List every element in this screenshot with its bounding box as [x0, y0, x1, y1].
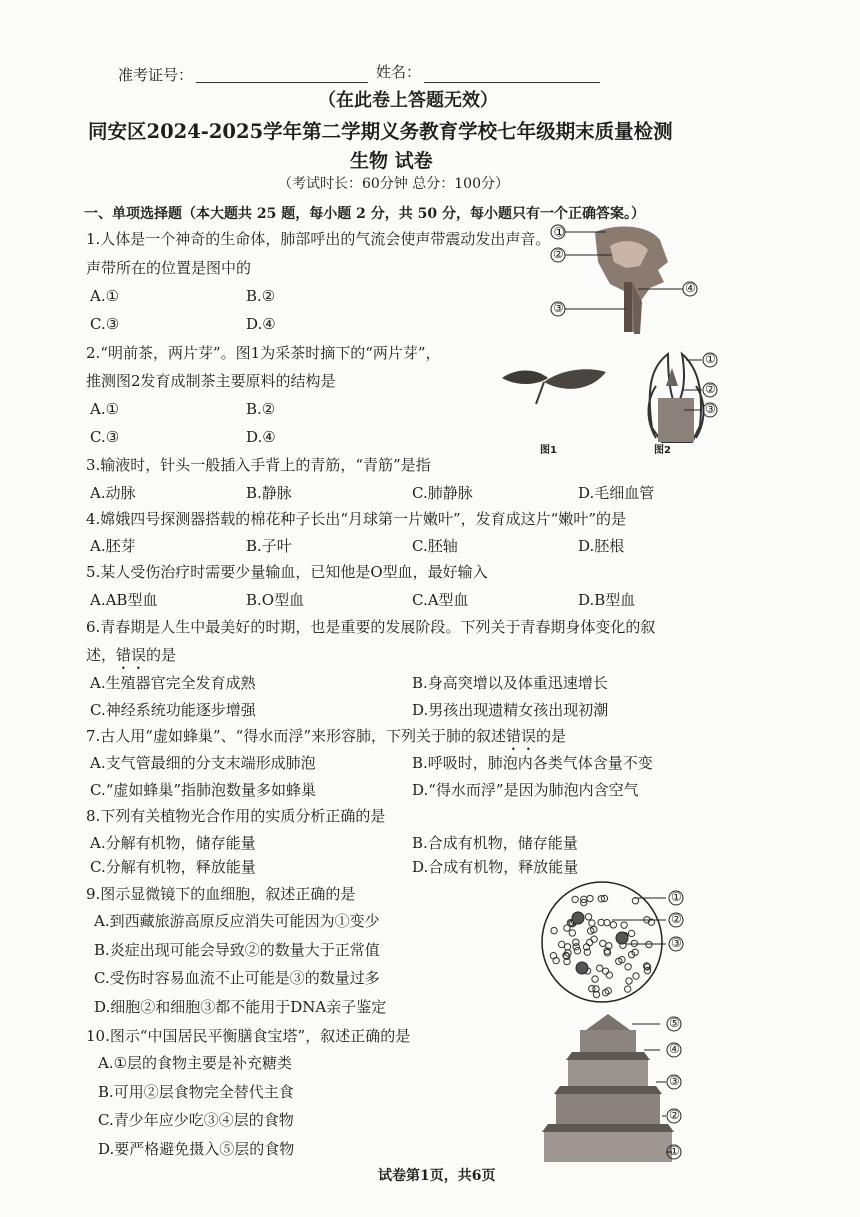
red-blood-cell	[644, 967, 650, 973]
q6-option-b[interactable]: B.身高突增以及体重迅速增长	[412, 674, 608, 692]
q9-option-c[interactable]: C.受伤时容易血流不止可能是③的数量过多	[94, 969, 380, 987]
white-blood-cell	[576, 962, 588, 974]
q2-option-d[interactable]: D.④	[246, 428, 276, 446]
q6-option-d[interactable]: D.男孩出现遗精女孩出现初潮	[412, 701, 609, 719]
q1-label-2: ②	[553, 247, 564, 261]
q2-option-c[interactable]: C.③	[90, 428, 120, 446]
q8-stem: 8.下列有关植物光合作用的实质分析正确的是	[86, 807, 386, 825]
q5-option-b[interactable]: B.O型血	[246, 591, 305, 609]
q7-stem: 7.古人用“虚如蜂巢”、“得水而浮”来形容肺，下列关于肺的叙述错误的是	[86, 727, 567, 745]
red-blood-cell	[591, 936, 597, 942]
red-blood-cell	[569, 930, 575, 936]
q2-stem-2: 推测图2发育成制茶主要原料的结构是	[86, 372, 336, 390]
q10-label-3: ③	[669, 1074, 680, 1088]
q1-stem-2: 声带所在的位置是图中的	[86, 259, 252, 277]
red-blood-cell	[631, 940, 637, 946]
red-blood-cell	[573, 944, 579, 950]
q5-option-d[interactable]: D.B型血	[578, 591, 636, 609]
red-blood-cell	[625, 964, 631, 970]
q10-label-2: ②	[669, 1108, 680, 1122]
q2-caption-1: 图1	[540, 445, 557, 456]
q10-option-c[interactable]: C.青少年应少吃③④层的食物	[98, 1111, 294, 1129]
red-blood-cell	[606, 972, 612, 978]
q2-label-2: ②	[705, 382, 716, 396]
red-blood-cell	[564, 944, 570, 950]
q4-option-a[interactable]: A.胚芽	[90, 537, 136, 555]
q9-option-d[interactable]: D.细胞②和细胞③都不能用于DNA亲子鉴定	[94, 998, 387, 1016]
q8-option-a[interactable]: A.分解有机物，储存能量	[90, 834, 256, 852]
q2-label-3: ③	[705, 402, 716, 416]
q1-option-b[interactable]: B.②	[246, 287, 276, 305]
exam-meta: （考试时长：60分钟 总分：100分）	[278, 176, 509, 192]
q8-option-d[interactable]: D.合成有机物，释放能量	[412, 858, 579, 876]
exam-id-label: 准考证号：	[118, 66, 194, 84]
q4-option-c[interactable]: C.胚轴	[412, 537, 458, 555]
q2-caption-2: 图2	[654, 445, 671, 456]
q10-option-a[interactable]: A.①层的食物主要是补充糖类	[98, 1054, 293, 1072]
q10-option-b[interactable]: B.可用②层食物完全替代主食	[98, 1083, 294, 1101]
q6-option-a[interactable]: A.生殖器官完全发育成熟	[90, 674, 256, 692]
q8-option-c[interactable]: C.分解有机物，释放能量	[90, 858, 256, 876]
q6-stem-2: 述，错误的是	[86, 646, 177, 664]
q5-option-a[interactable]: A.AB型血	[90, 591, 158, 609]
q1-option-c[interactable]: C.③	[90, 315, 120, 333]
q4-stem: 4.嫦娥四号探测器搭载的棉花种子长出“月球第一片嫩叶”，发育成这片“嫩叶”的是	[86, 510, 626, 528]
red-blood-cell	[600, 940, 606, 946]
q7-option-d[interactable]: D.“得水而浮”是因为肺泡内含空气	[412, 781, 639, 799]
q6-option-c[interactable]: C.神经系统功能逐步增强	[90, 701, 256, 719]
q10-label-1: ①	[669, 1144, 680, 1158]
q2-option-b[interactable]: B.②	[246, 400, 276, 418]
red-blood-cell	[621, 922, 627, 928]
q4-option-d[interactable]: D.胚根	[578, 537, 625, 555]
q9-label-3: ③	[671, 936, 682, 950]
red-blood-cell	[585, 914, 591, 920]
red-blood-cell	[596, 965, 602, 971]
q2-stem: 2.“明前茶，两片芽”。图1为采茶时摘下的“两片芽”，	[86, 344, 441, 362]
red-blood-cell	[602, 968, 608, 974]
red-blood-cell	[628, 930, 634, 936]
q2-option-a[interactable]: A.①	[90, 400, 120, 418]
q9-option-a[interactable]: A.到西藏旅游高原反应消失可能因为①变少	[94, 912, 380, 930]
q5-stem: 5.某人受伤治疗时需要少量输血，已知他是O型血，最好输入	[86, 563, 488, 581]
q7-option-c[interactable]: C.“虚如蜂巢”指肺泡数量多如蜂巢	[90, 781, 317, 799]
q1-stem: 1.人体是一个神奇的生命体，肺部呼出的气流会使声带震动发出声音。	[86, 230, 551, 248]
q7-option-b[interactable]: B.呼吸时，肺泡内各类气体含量不变	[412, 754, 653, 772]
white-blood-cell	[616, 932, 628, 944]
name-blank[interactable]	[424, 82, 600, 83]
page-title: 同安区2024-2025学年第二学期义务教育学校七年级期末质量检测	[88, 120, 673, 143]
red-blood-cell	[550, 952, 556, 958]
subject-title: 生物 试卷	[350, 150, 433, 172]
q3-option-b[interactable]: B.静脉	[246, 484, 292, 502]
q3-option-d[interactable]: D.毛细血管	[578, 484, 655, 502]
red-blood-cell	[551, 927, 557, 933]
red-blood-cell	[625, 986, 631, 992]
red-blood-cell	[587, 895, 593, 901]
q7-emphasis: 错误	[506, 727, 537, 745]
q1-label-3: ③	[553, 301, 564, 315]
red-blood-cell	[586, 939, 592, 945]
red-blood-cell	[572, 896, 578, 902]
q8-option-b[interactable]: B.合成有机物，储存能量	[412, 834, 578, 852]
q10-label-5: ⑤	[669, 1016, 680, 1030]
q5-option-c[interactable]: C.A型血	[412, 591, 469, 609]
q3-stem: 3.输液时，针头一般插入手背上的青筋，“青筋”是指	[86, 456, 431, 474]
q6-emphasis: 错误	[116, 646, 147, 664]
red-blood-cell	[633, 973, 639, 979]
q1-option-a[interactable]: A.①	[90, 287, 120, 305]
q1-option-d[interactable]: D.④	[246, 315, 276, 333]
q10-stem: 10.图示“中国居民平衡膳食宝塔”，叙述正确的是	[86, 1027, 411, 1045]
red-blood-cell	[610, 922, 616, 928]
red-blood-cell	[574, 948, 580, 954]
notice: （在此卷上答题无效）	[318, 90, 498, 111]
q6-stem: 6.青春期是人生中最美好的时期，也是重要的发展阶段。下列关于青春期身体变化的叙	[86, 618, 656, 636]
q9-label-1: ①	[671, 890, 682, 904]
q7-option-a[interactable]: A.支气管最细的分支末端形成肺泡	[90, 754, 316, 772]
q9-stem: 9.图示显微镜下的血细胞，叙述正确的是	[86, 885, 356, 903]
q10-label-4: ④	[669, 1042, 680, 1056]
red-blood-cell	[626, 978, 632, 984]
q2-label-1: ①	[705, 352, 716, 366]
q1-label-1: ①	[553, 225, 566, 241]
q3-option-c[interactable]: C.肺静脉	[412, 484, 473, 502]
q10-option-d[interactable]: D.要严格避免摄入⑤层的食物	[98, 1140, 295, 1158]
red-blood-cell	[589, 920, 595, 926]
page-footer: 试卷第1页，共6页	[378, 1168, 496, 1184]
name-label: 姓名：	[376, 63, 422, 81]
red-blood-cell	[592, 976, 598, 982]
section-heading: 一、单项选择题（本大题共 25 题，每小题 2 分，共 50 分，每小题只有一个正确答案。）	[84, 206, 645, 222]
q1-label-4: ④	[685, 281, 696, 295]
q3-option-a[interactable]: A.动脉	[90, 484, 136, 502]
q9-label-2: ②	[671, 912, 682, 926]
white-blood-cell	[572, 912, 584, 924]
exam-id-blank[interactable]	[196, 82, 368, 83]
q2-tea-figures	[496, 346, 726, 456]
red-blood-cell	[553, 957, 559, 963]
q9-option-b[interactable]: B.炎症出现可能会导致②的数量大于正常值	[94, 941, 380, 959]
q4-option-b[interactable]: B.子叶	[246, 537, 292, 555]
